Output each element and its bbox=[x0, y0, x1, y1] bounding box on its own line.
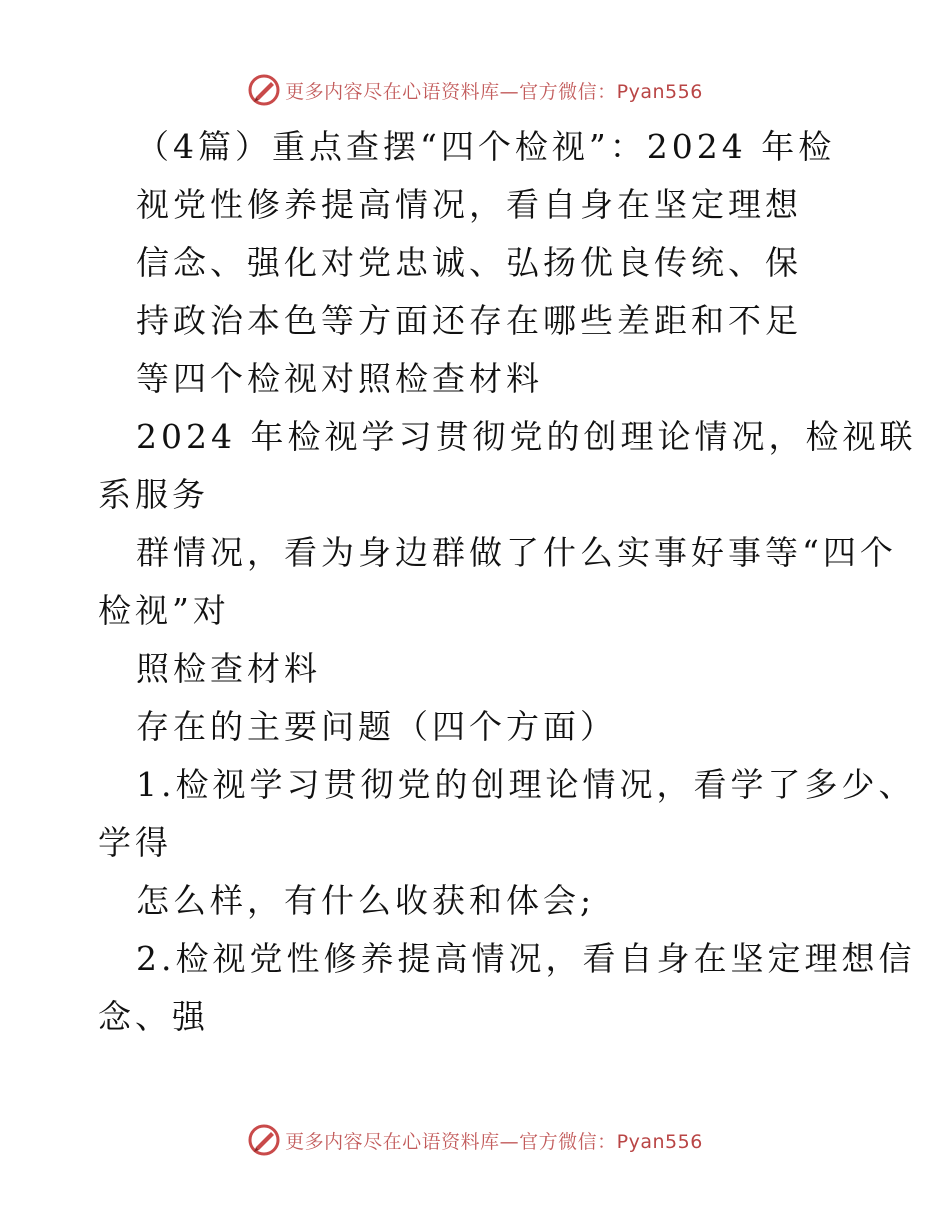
document-body bbox=[98, 118, 917, 1046]
text-line: 群情况，看为身边群做了什么实事好事等“四个 bbox=[136, 533, 897, 572]
text-line: 等四个检视对照检查材料 bbox=[136, 359, 543, 398]
text-line: 持政治本色等方面还存在哪些差距和不足 bbox=[136, 301, 802, 340]
banner-text: 更多内容尽在心语资料库—官方微信：Pyan556 bbox=[285, 1130, 703, 1153]
banner-text: 更多内容尽在心语资料库—官方微信：Pyan556 bbox=[285, 80, 703, 103]
header-banner bbox=[0, 70, 950, 110]
logo-icon bbox=[247, 73, 281, 107]
text-line: 2.检视党性修养提高情况，看自身在坚定理想信 bbox=[136, 939, 916, 978]
text-line: （4篇）重点查摆“四个检视”：2024 年检 bbox=[136, 127, 836, 166]
text-line: 1.检视学习贯彻党的创理论情况，看学了多少、 bbox=[136, 765, 916, 804]
text-line: 检视”对 bbox=[98, 591, 230, 630]
logo-icon bbox=[247, 1123, 281, 1157]
text-line: 存在的主要问题（四个方面） bbox=[136, 707, 617, 746]
text-line: 学得 bbox=[98, 823, 172, 862]
text-line: 2024 年检视学习贯彻党的创理论情况，检视联 bbox=[136, 417, 917, 456]
footer-banner bbox=[0, 1120, 950, 1160]
text-line: 信念、强化对党忠诚、弘扬优良传统、保 bbox=[136, 243, 802, 282]
text-line: 怎么样，有什么收获和体会; bbox=[136, 881, 596, 920]
text-line: 念、强 bbox=[98, 997, 209, 1036]
text-line: 系服务 bbox=[98, 475, 209, 514]
text-line: 照检查材料 bbox=[136, 649, 321, 688]
text-line: 视党性修养提高情况，看自身在坚定理想 bbox=[136, 185, 802, 224]
